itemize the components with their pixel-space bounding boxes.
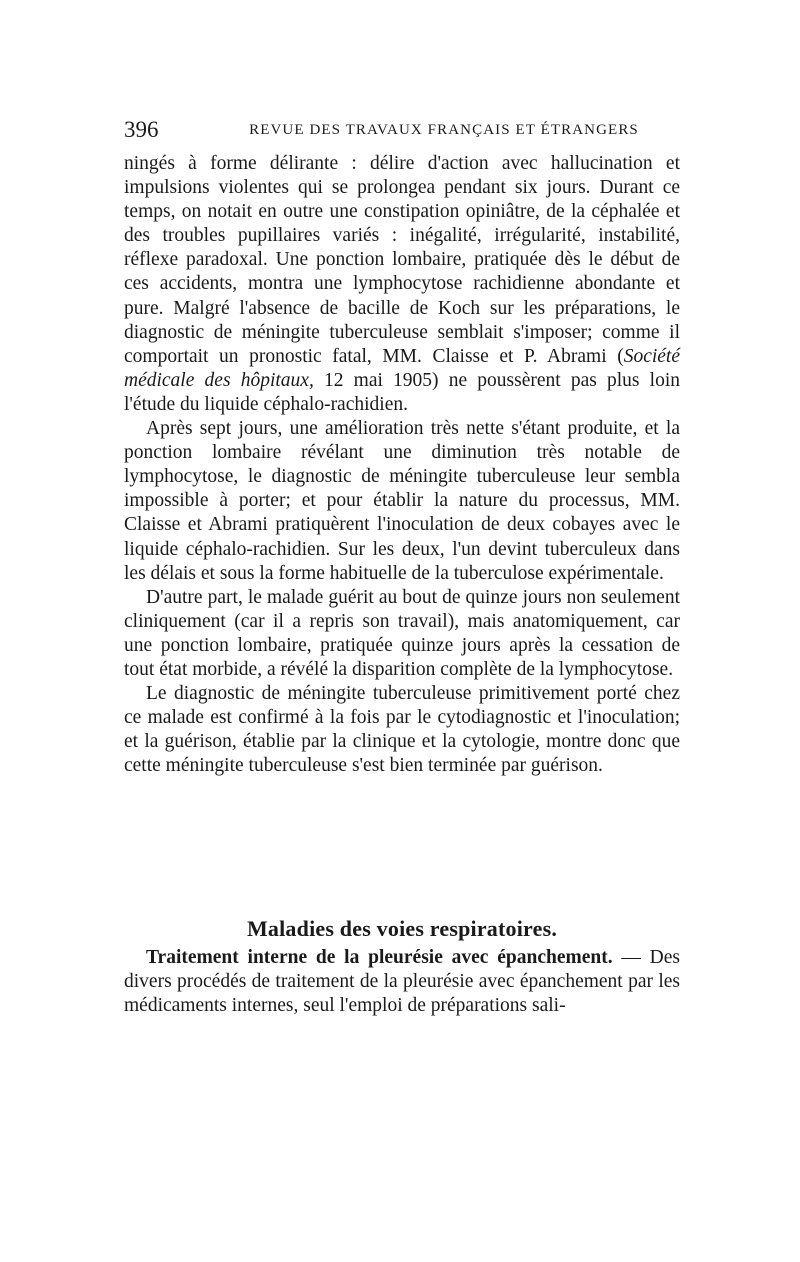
body-text [124, 152, 680, 778]
paragraph-text-continued: 12 mai 1905) ne poussèrent pas plus loin l'étude du liquide céphalo-rachidien. [124, 369, 681, 415]
section-title: Maladies des voies respiratoires. [246, 916, 558, 941]
paragraph: D'autre part, le malade guérit au bout de quinze jours non seulement cliniquement (car il a repris son travail), mais anatomiquement, car une ponction lombaire, pratiquée quinze jours après la cessation de tout état morbide, a révélé la disparition complète de la lymphocytose. [124, 586, 680, 680]
subsection-heading: Traitement interne de la pleurésie avec épanchement. [146, 947, 613, 968]
paragraph: Le diagnostic de méningite tuberculeuse primitivement porté chez ce malade est confirmé à la fois par le cytodiagnostic et l'inoculation; et la guérison, établie par la clinique et la cytologie, montre donc que cette méningite tuberculeuse s'est bien terminée par guérison. [124, 683, 680, 777]
paragraph-text: ningés à forme délirante : délire d'action avec hallucination et impulsions violentes qui se prolongea pendant six jours. Durant ce temps, on notait en outre une constipation opiniâtre, de la céphalée et des troubles pupillaires variés : inégalité, irrégularité, instabilité, réflexe paradoxal. Une ponction lombaire, pratiquée dès le début de ces accidents, montra une lymphocytose rachidienne abondante et pure. Malgré l'absence de bacille de Koch sur les préparations, le diagnostic de méningite tuberculeuse semblait s'imposer; comme il comportait un pronostic fatal, MM. Claisse et P. Abrami ( [124, 153, 680, 367]
paragraph-text: — Des divers procédés de traitement de la pleurésie avec épanchement par les médicaments internes, seul l'emploi de préparations sali- [124, 947, 680, 1017]
page-header [124, 116, 680, 144]
paragraph: Après sept jours, une amélioration très nette s'étant produite, et la ponction lombaire révélant une diminution très notable de lymphocytose, le diagnostic de méningite tuberculeuse leur sembla impossible à porter; et pour établir la nature du processus, MM. Claisse et Abrami pratiquèrent l'inoculation de deux cobayes avec le liquide céphalo-rachidien. Sur les deux, l'un devint tuberculeux dans les délais et sous la forme habituelle de la tuberculose expérimentale. [124, 418, 680, 584]
journal-citation: Société médicale des hôpitaux, [124, 345, 680, 391]
paragraph [124, 946, 680, 1018]
page-number: 396 [124, 117, 159, 142]
paragraph [124, 152, 680, 417]
section-body [124, 946, 680, 1018]
running-head: REVUE DES TRAVAUX FRANÇAIS ET ÉTRANGERS [249, 122, 639, 138]
